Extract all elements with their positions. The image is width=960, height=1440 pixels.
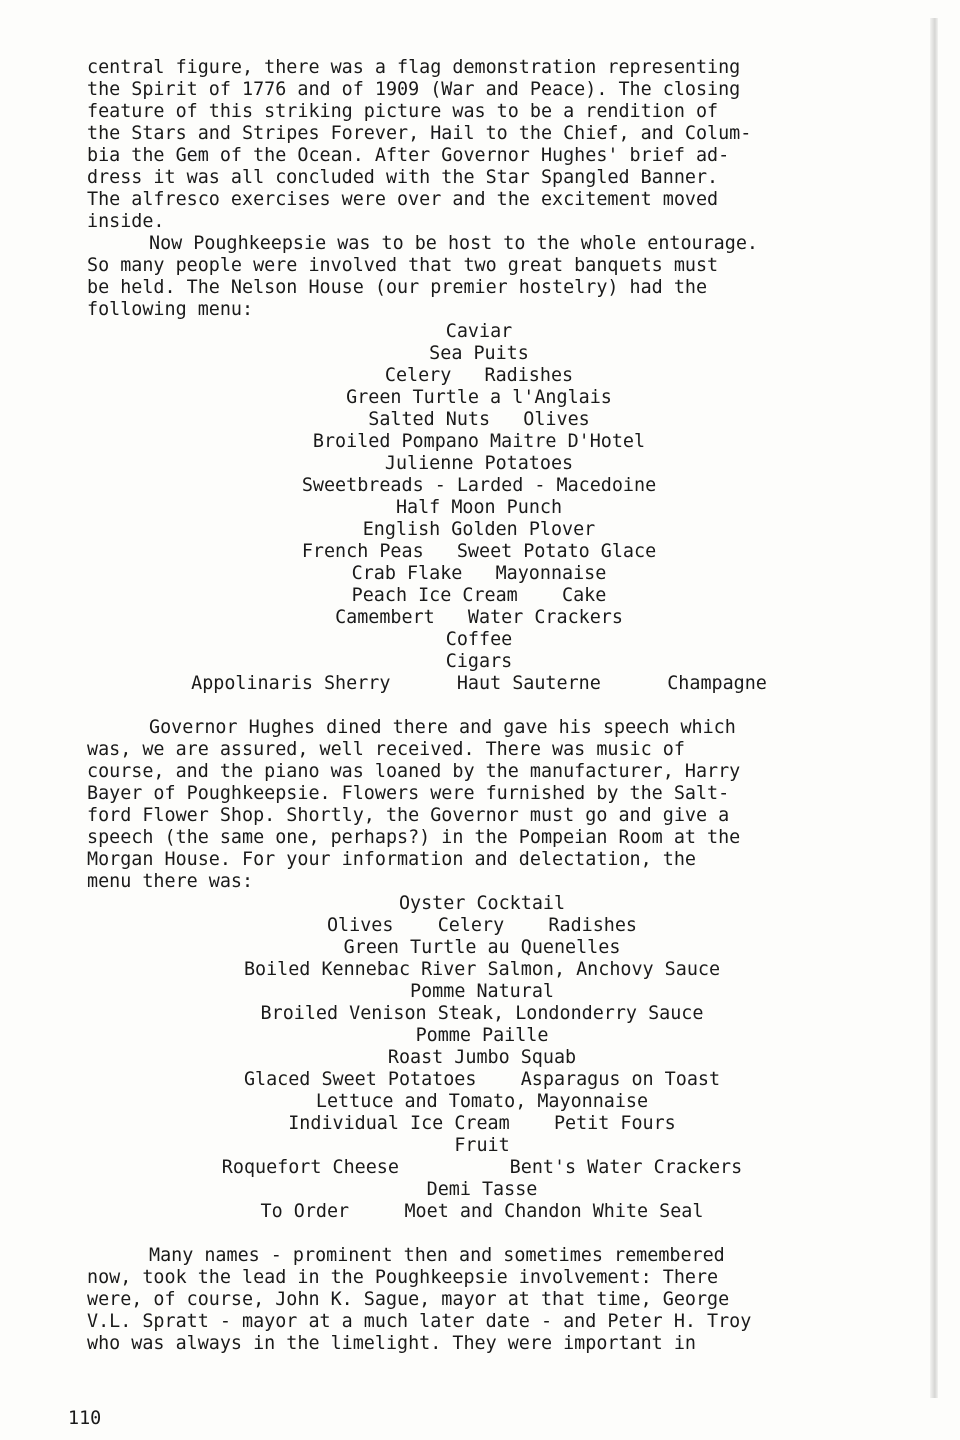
text-line: ford Flower Shop. Shortly, the Governor must go and give a — [87, 805, 730, 826]
paragraph-poughkeepsie-host — [87, 233, 877, 321]
menu-item: Caviar — [445, 321, 513, 342]
menu-item: Oyster Cocktail — [398, 893, 566, 914]
text-line: Morgan House. For your information and delectation, the — [87, 849, 696, 870]
text-line: central figure, there was a flag demonstration representing — [87, 57, 741, 78]
text-line: bia the Gem of the Ocean. After Governor Hughes' brief ad- — [87, 145, 730, 166]
text-line: Now Poughkeepsie was to be host to the whole entourage. — [149, 233, 758, 254]
paragraph-governor-hughes — [87, 717, 877, 893]
menu-item: Broiled Venison Steak, Londonderry Sauce — [260, 1003, 704, 1024]
text-line: course, and the piano was loaned by the manufacturer, Harry — [87, 761, 741, 782]
text-line: menu there was: — [87, 871, 254, 892]
menu-item: Appolinaris Sherry Haut Sauterne Champagne — [191, 673, 767, 694]
menu-item: Individual Ice Cream Petit Fours — [288, 1113, 676, 1134]
text-line: speech (the same one, perhaps?) in the Pompeian Room at the — [87, 827, 741, 848]
text-line: Bayer of Poughkeepsie. Flowers were furnished by the Salt- — [87, 783, 730, 804]
menu-item: Roast Jumbo Squab — [387, 1047, 577, 1068]
text-line: be held. The Nelson House (our premier hostelry) had the — [87, 277, 708, 298]
menu-item: Demi Tasse — [426, 1179, 538, 1200]
menu-item: Boiled Kennebac River Salmon, Anchovy Sauce — [243, 959, 721, 980]
menu-item: Sweetbreads - Larded - Macedoine — [301, 475, 657, 496]
paragraph-prominent-names — [87, 1245, 877, 1355]
text-line: following menu: — [87, 299, 254, 320]
menu-item: Camembert Water Crackers — [335, 607, 623, 628]
menu-item: Pomme Natural — [410, 981, 554, 1002]
text-line: were, of course, John K. Sague, mayor at that time, George — [87, 1289, 730, 1310]
blank-line — [87, 1223, 877, 1245]
text-line: who was always in the limelight. They were important in — [87, 1333, 696, 1354]
menu-item: Pomme Paille — [415, 1025, 549, 1046]
text-line: So many people were involved that two great banquets must — [87, 255, 719, 276]
menu-item: Sea Puits — [429, 343, 529, 364]
text-line: The alfresco exercises were over and the excitement moved — [87, 189, 719, 210]
menu-item: Lettuce and Tomato, Mayonnaise — [315, 1091, 649, 1112]
menu-item: To Order Moet and Chandon White Seal — [260, 1201, 704, 1222]
menu-item: Celery Radishes — [384, 365, 574, 386]
morgan-house-menu — [87, 893, 877, 1223]
menu-item: French Peas Sweet Potato Glace — [301, 541, 657, 562]
page-edge-shadow — [930, 18, 938, 1398]
text-line: was, we are assured, well received. There was music of — [87, 739, 685, 760]
menu-item: Peach Ice Cream Cake — [351, 585, 607, 606]
text-line: inside. — [87, 211, 165, 232]
page-body — [87, 57, 877, 1355]
page-number: 110 — [68, 1408, 102, 1429]
menu-item: Salted Nuts Olives — [368, 409, 590, 430]
menu-item: Cigars — [445, 651, 513, 672]
menu-item: Glaced Sweet Potatoes Asparagus on Toast — [243, 1069, 721, 1090]
menu-item: Broiled Pompano Maitre D'Hotel — [312, 431, 646, 452]
blank-line — [87, 695, 877, 717]
text-line: Governor Hughes dined there and gave his speech which — [149, 717, 736, 738]
text-line: the Spirit of 1776 and of 1909 (War and Peace). The closing — [87, 79, 741, 100]
text-line: now, took the lead in the Poughkeepsie involvement: There — [87, 1267, 719, 1288]
nelson-house-menu — [81, 321, 877, 695]
menu-item: Fruit — [454, 1135, 510, 1156]
paragraph-flag-demonstration — [87, 57, 877, 233]
menu-item: Roquefort Cheese Bent's Water Crackers — [221, 1157, 743, 1178]
text-line: dress it was all concluded with the Star Spangled Banner. — [87, 167, 719, 188]
menu-item: Green Turtle a l'Anglais — [346, 387, 612, 408]
menu-item: English Golden Plover — [362, 519, 596, 540]
text-line: Many names - prominent then and sometimes remembered — [149, 1245, 725, 1266]
text-line: the Stars and Stripes Forever, Hail to the Chief, and Colum- — [87, 123, 752, 144]
menu-item: Coffee — [445, 629, 513, 650]
menu-item: Half Moon Punch — [395, 497, 563, 518]
text-line: feature of this striking picture was to be a rendition of — [87, 101, 719, 122]
menu-item: Julienne Potatoes — [384, 453, 574, 474]
menu-item: Green Turtle au Quenelles — [343, 937, 621, 958]
menu-item: Crab Flake Mayonnaise — [351, 563, 607, 584]
text-line: V.L. Spratt - mayor at a much later date - and Peter H. Troy — [87, 1311, 752, 1332]
menu-item: Olives Celery Radishes — [326, 915, 638, 936]
